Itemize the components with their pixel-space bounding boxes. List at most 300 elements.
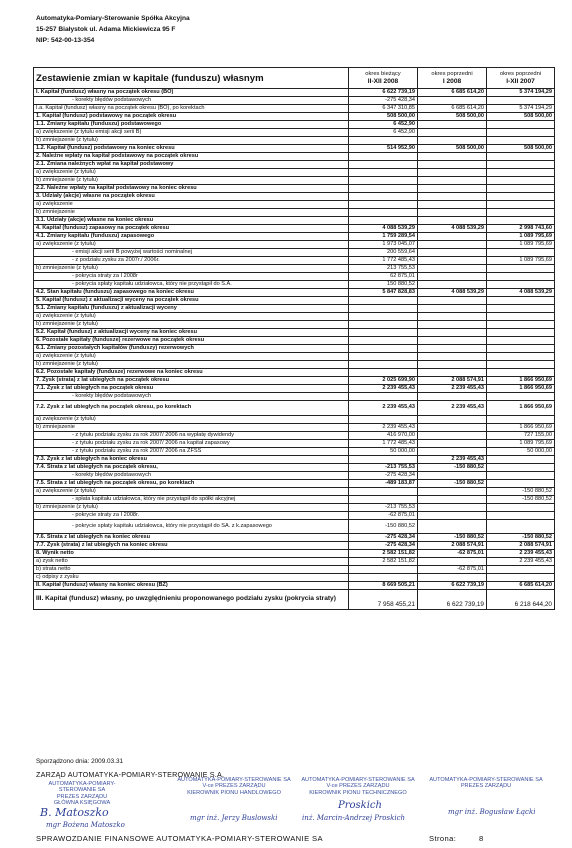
row-label: a) zysk netto [34,558,349,566]
row-value-col1: 50 000,00 [349,447,418,455]
row-value-col1: 6 452,90 [349,121,418,129]
row-value-col3 [487,177,555,185]
row-value-col2 [418,431,487,439]
row-value-col1: 150 880,52 [349,281,418,289]
row-label: - korekty błędów podstawowych [34,97,349,105]
stamp-president-chief-accountant [36,781,128,807]
table-row [34,566,555,574]
company-nip: NIP: 542-00-13-354 [36,37,95,44]
equity-changes-table [33,67,555,610]
row-value-col2 [418,423,487,431]
table-row [34,321,555,329]
row-value-col2: -62 875,01 [418,550,487,558]
row-label: - pokrycia spłaty kapitału udziałowca, który nie przystąpił do S.A. [34,281,349,289]
row-value-col2 [418,281,487,289]
row-value-col1 [349,337,418,345]
row-label: b) zmniejszenie (z tytułu) [34,321,349,329]
row-value-col2: -150 880,52 [418,479,487,487]
stamp-text: AUTOMATYKA-POMIARY-STEROWANIE SA V-ce PREZES ZARZĄDU KIEROWNIK PIONU HANDLOWEGO [177,777,291,796]
table-row [34,447,555,455]
table-row [34,353,555,361]
row-label: - emisji akcji serii B powyżej wartości nominalnej [34,249,349,257]
table-row [34,495,555,503]
company-name: Automatyka-Pomiary-Sterowanie Spółka Akcyjna [36,15,190,22]
row-label: b) zmniejszenie [34,423,349,431]
row-value-col1: 1 973 045,07 [349,241,418,249]
row-label: 7.5. Strata z lat ubiegłych na początek okresu, po korektach [34,479,349,487]
row-value-col3 [487,566,555,574]
row-value-col3: 508 500,00 [487,145,555,153]
table-row [34,89,555,97]
row-value-col1 [349,177,418,185]
column-header-current: okres bieżący II-XII 2008 [349,68,418,89]
signature-name-lacki: mgr inż. Bogusław Łącki [448,808,536,816]
row-value-col2 [418,329,487,337]
row-value-col3 [487,369,555,377]
row-label: a) zwiększenie (z tytułu) [34,169,349,177]
row-value-col1 [349,137,418,145]
table-row [34,281,555,289]
table-row [34,305,555,313]
row-value-col3 [487,185,555,193]
row-value-col3: 1 089 795,69 [487,241,555,249]
row-value-col2: 4 088 539,29 [418,225,487,233]
row-value-col2 [418,241,487,249]
signature-name-proskich: inż. Marcin-Andrzej Proskich [302,814,405,822]
row-value-col3 [487,249,555,257]
row-label: 3.1. Udziały (akcje) własne na koniec okresu [34,217,349,225]
row-value-col3 [487,201,555,209]
table-row [34,273,555,281]
row-value-col2 [418,447,487,455]
row-value-col3: 1 866 950,69 [487,423,555,431]
row-value-col1: -150 880,52 [349,519,418,534]
table-row [34,201,555,209]
table-row [34,297,555,305]
row-label: b) zmniejszenie (z tytułu) [34,137,349,145]
row-value-col3: -150 880,52 [487,487,555,495]
row-label: - z tytułu podziału zysku za rok 2007/ 2006 na wypłatę dywidendy [34,431,349,439]
row-label: - z tytułu podziału zysku za rok 2007/ 2006 na kapitał zapasowy [34,439,349,447]
table-row [34,455,555,463]
row-value-col1: 1 772 485,43 [349,439,418,447]
table-row [34,265,555,273]
column-header-previous-2: okres poprzedni I-XII 2007 [487,68,555,89]
table-row [34,241,555,249]
row-label: 8. Wynik netto [34,550,349,558]
row-label: 7.2. Zysk z lat ubiegłych na początek okresu, po korektach [34,401,349,416]
row-value-col1 [349,209,418,217]
stamp-text: AUTOMATYKA-POMIARY-STEROWANIE SA V-ce PREZES ZARZĄDU KIEROWNIK PIONU TECHNICZNEGO [301,777,415,796]
row-value-col2: 2 239 455,43 [418,455,487,463]
table-row [34,105,555,113]
row-label: a) zwiększenie (z tytułu) [34,241,349,249]
row-label: 3. Udziały (akcje) własne na początek okresu [34,193,349,201]
row-value-col2 [418,97,487,105]
row-value-col1: -275 428,34 [349,471,418,479]
table-row [34,129,555,137]
row-value-col1: 6 347 310,85 [349,105,418,113]
row-value-col3 [487,511,555,519]
row-value-col1 [349,185,418,193]
row-value-col2: 508 500,00 [418,113,487,121]
row-label: I. Kapitał (fundusz) własny na początek okresu (BO) [34,89,349,97]
row-value-col1 [349,321,418,329]
row-value-col3 [487,129,555,137]
row-label: - pokrycie straty za I 2008r. [34,511,349,519]
table-row [34,423,555,431]
row-value-col1: 2 239 455,43 [349,385,418,393]
row-value-col1: 2 239 455,43 [349,423,418,431]
row-value-col2 [418,217,487,225]
table-row [34,550,555,558]
row-value-col2: 6 685 614,20 [418,105,487,113]
row-value-col2 [418,185,487,193]
row-value-col3 [487,479,555,487]
row-value-col3 [487,463,555,471]
table-row [34,415,555,423]
row-value-col3: -150 880,52 [487,534,555,542]
table-row [34,257,555,265]
row-label: b) zmniejszenie (z tytułu) [34,503,349,511]
row-label: 7.6. Strata z lat ubiegłych na koniec okresu [34,534,349,542]
row-label: - pokrycia straty za I 2008r [34,273,349,281]
row-label: II. Kapitał (fundusz) własny na koniec okresu (BZ) [34,582,349,590]
row-label: III. Kapitał (fundusz) własny, po uwzględnieniu proponowanego podziału zysku (pokrycia straty) [34,590,349,610]
row-value-col1 [349,345,418,353]
row-value-col1 [349,297,418,305]
table-body [34,89,555,610]
row-value-col1 [349,393,418,401]
row-value-col2 [418,313,487,321]
row-value-col3 [487,503,555,511]
table-row [34,121,555,129]
row-value-col2 [418,201,487,209]
row-label: 7.7. Zysk (strata) z lat ubiegłych na koniec okresu [34,542,349,550]
row-value-col1: 5 847 828,83 [349,289,418,297]
row-value-col2 [418,415,487,423]
signature-proskich: Proskich [338,800,382,811]
row-value-col3 [487,137,555,145]
table-row [34,463,555,471]
row-value-col2 [418,503,487,511]
row-value-col1: 514 952,90 [349,145,418,153]
signature-matoszko: B. Matoszko [40,806,109,819]
row-value-col3: 1 866 950,69 [487,401,555,416]
row-value-col3 [487,153,555,161]
row-label: 2. Należne wpłaty na kapitał podstawowy na początek okresu [34,153,349,161]
row-value-col1: -275 428,34 [349,534,418,542]
row-value-col1: 2 025 699,90 [349,377,418,385]
row-label: - pokrycie spłaty kapitału udziałowca, który nie przystąpił do SA. z k.zapasowego [34,519,349,534]
row-value-col1 [349,574,418,582]
footer-title: SPRAWOZDANIE FINANSOWE AUTOMATYKA-POMIARY-STEROWANIE SA [36,834,323,843]
row-value-col2 [418,345,487,353]
row-value-col1 [349,153,418,161]
table-row [34,511,555,519]
row-value-col1: 213 755,53 [349,265,418,273]
signature-name-matoszko: mgr Bożena Matoszko [46,821,125,829]
row-value-col2 [418,439,487,447]
row-value-col2 [418,519,487,534]
row-value-col1 [349,169,418,177]
row-value-col3: 5 374 194,29 [487,105,555,113]
table-row [34,137,555,145]
row-value-col3: 4 088 539,29 [487,289,555,297]
row-value-col3 [487,209,555,217]
row-label: b) zmniejszenie (z tytułu) [34,265,349,273]
row-value-col2 [418,337,487,345]
row-value-col1 [349,369,418,377]
row-value-col2: -150 880,52 [418,534,487,542]
row-value-col2 [418,574,487,582]
page-label: Strona: [429,834,457,843]
row-label: a) zwiększenie (z tytułu) [34,313,349,321]
row-label: 1.1. Zmiany kapitału (funduszu) podstawowego [34,121,349,129]
table-row [34,169,555,177]
row-label: - korekty błędów podstawowych [34,393,349,401]
row-label: a) zwiększenie (z tytułu) [34,415,349,423]
row-value-col3: 1 089 795,69 [487,439,555,447]
row-value-col3: 1 089 795,69 [487,257,555,265]
row-value-col1 [349,305,418,313]
stamp-text: AUTOMATYKA-POMIARY-STEROWANIE SA PREZES ZARZĄDU [429,777,543,790]
row-value-col1 [349,329,418,337]
row-value-col2: 4 088 539,29 [418,289,487,297]
table-row [34,479,555,487]
row-value-col3: 6 218 644,20 [487,590,555,610]
table-row [34,361,555,369]
table-row [34,431,555,439]
row-value-col1 [349,353,418,361]
table-row [34,345,555,353]
row-value-col2: 2 088 574,91 [418,377,487,385]
row-value-col1: 6 452,90 [349,129,418,137]
row-label: 5. Kapitał (fundusz) z aktualizacji wyceny na początek okresu [34,297,349,305]
row-value-col2 [418,305,487,313]
row-value-col2 [418,487,487,495]
row-label: 6. Pozostałe kapitały (fundusze) rezerwowe na początek okresu [34,337,349,345]
row-value-col1: 416 970,00 [349,431,418,439]
row-value-col1 [349,361,418,369]
row-value-col2: 2 088 574,91 [418,542,487,550]
row-value-col2 [418,209,487,217]
row-label: I.a. Kapitał (fundusz) własny na początek okresu (BO), po korektach [34,105,349,113]
row-value-col3 [487,329,555,337]
table-row [34,393,555,401]
table-row [34,582,555,590]
row-value-col2 [418,265,487,273]
row-value-col2 [418,161,487,169]
table-row [34,249,555,257]
row-value-col3: 2 239 455,43 [487,550,555,558]
table-row [34,558,555,566]
row-value-col2 [418,511,487,519]
signature-name-buslowski: mgr inż. Jerzy Buslowski [190,814,278,822]
row-value-col3 [487,121,555,129]
row-label: 5.1. Zmiany kapitału (funduszu) z aktualizacji wyceny [34,305,349,313]
row-label: 6.1. Zmiany pozostałych kapitałów (funduszy) rezerwowych [34,345,349,353]
table-row [34,439,555,447]
row-value-col1 [349,201,418,209]
row-label: a) zwiększenie (z tytułu emisji akcji serii B) [34,129,349,137]
row-value-col2: 2 239 455,43 [418,401,487,416]
stamp-vice-president-sales [170,777,298,796]
row-value-col3 [487,169,555,177]
table-row [34,377,555,385]
row-value-col1: -275 428,34 [349,542,418,550]
row-value-col2 [418,297,487,305]
column-header-previous-1: okres poprzedni I 2008 [418,68,487,89]
row-label: b) zmniejszenie (z tytułu) [34,177,349,185]
row-value-col3 [487,97,555,105]
prepared-date: Sporządzono dnia: 2009.03.31 [36,758,124,765]
stamp-president [416,777,556,790]
row-value-col3 [487,519,555,534]
table-row [34,161,555,169]
row-value-col1 [349,313,418,321]
table-row [34,519,555,534]
row-value-col1 [349,566,418,574]
row-value-col2 [418,369,487,377]
row-value-col3 [487,273,555,281]
row-value-col2 [418,257,487,265]
row-value-col3 [487,361,555,369]
row-value-col3 [487,265,555,273]
row-value-col1 [349,161,418,169]
row-value-col1: 8 669 505,21 [349,582,418,590]
board-heading: ZARZĄD AUTOMATYKA-POMIARY-STEROWANIE S.A. [36,770,225,779]
row-label: 4.1. Zmiany kapitału (funduszu) zapasowego [34,233,349,241]
table-row [34,225,555,233]
table-row [34,233,555,241]
row-value-col3 [487,455,555,463]
row-label: 5.2. Kapitał (fundusz) z aktualizacji wyceny na koniec okresu [34,329,349,337]
row-value-col1: 2 582 151,82 [349,558,418,566]
company-address: 15-257 Białystok ul. Adama Mickiewicza 95 F [36,26,176,33]
row-value-col3 [487,193,555,201]
row-value-col2: 6 685 614,20 [418,89,487,97]
row-value-col1: 6 622 739,19 [349,89,418,97]
row-label: 2.2. Należne wpłaty na kapitał podstawowy na koniec okresu [34,185,349,193]
row-value-col2 [418,393,487,401]
row-value-col3 [487,297,555,305]
row-value-col1: 2 582 151,82 [349,550,418,558]
row-label: 6.2. Pozostałe kapitały (fundusze) rezerwowe na koniec okresu [34,369,349,377]
row-value-col3 [487,281,555,289]
row-value-col2 [418,249,487,257]
row-label: b) strata netto [34,566,349,574]
row-value-col2: 2 239 455,43 [418,385,487,393]
table-row [34,193,555,201]
row-value-col1: 200 559,64 [349,249,418,257]
table-row [34,209,555,217]
table-row [34,487,555,495]
row-label: 4.2. Stan kapitału (funduszu) zapasowego na koniec okresu [34,289,349,297]
table-row [34,217,555,225]
row-value-col1: 4 088 539,29 [349,225,418,233]
row-label: a) zwiększenie [34,201,349,209]
row-value-col2 [418,193,487,201]
row-value-col3: -150 880,52 [487,495,555,503]
row-value-col3: 2 998 743,60 [487,225,555,233]
row-value-col1: 2 239 455,43 [349,401,418,416]
row-label: 1. Kapitał (fundusz) podstawowy na początek okresu [34,113,349,121]
table-row [34,97,555,105]
stamp-vice-president-technical [294,777,422,796]
row-value-col2 [418,471,487,479]
row-label: 7. Zysk (strata) z lat ubiegłych na początek okresu [34,377,349,385]
table-row [34,385,555,393]
row-label: 7.1. Zysk z lat ubiegłych na początek okresu [34,385,349,393]
row-value-col3 [487,415,555,423]
row-value-col2 [418,233,487,241]
row-label: 4. Kapitał (fundusz) zapasowy na początek okresu [34,225,349,233]
table-row [34,337,555,345]
row-value-col3: 2 088 574,91 [487,542,555,550]
row-label: - korekty błędów podstawowych [34,471,349,479]
row-value-col3 [487,574,555,582]
row-value-col1 [349,415,418,423]
row-value-col3: 1 089 795,69 [487,233,555,241]
table-row [34,329,555,337]
table-row [34,542,555,550]
row-value-col2: -62 875,01 [418,566,487,574]
table-row [34,369,555,377]
row-value-col1: 62 875,01 [349,273,418,281]
row-value-col3 [487,393,555,401]
table-row [34,313,555,321]
row-value-col1: 1 772 485,43 [349,257,418,265]
table-row [34,471,555,479]
row-value-col2: 508 500,00 [418,145,487,153]
table-row [34,534,555,542]
row-value-col2 [418,558,487,566]
row-label: b) zmniejszenie (z tytułu) [34,361,349,369]
row-value-col3 [487,313,555,321]
row-value-col3: 508 500,00 [487,113,555,121]
row-value-col1 [349,455,418,463]
row-value-col2: -150 880,52 [418,463,487,471]
row-value-col3 [487,305,555,313]
row-value-col2 [418,169,487,177]
row-label: a) zwiększenie (z tytułu) [34,487,349,495]
row-value-col1 [349,217,418,225]
table-row [34,153,555,161]
row-value-col1 [349,487,418,495]
row-value-col1 [349,495,418,503]
table-row [34,590,555,610]
row-label: 1.2. Kapitał (fundusz) podstawowy na koniec okresu [34,145,349,153]
row-label: c) odpisy z zysku [34,574,349,582]
company-header [36,13,190,46]
row-label: - z tytułu podziału zysku za rok 2007/ 2006 na ZFSS [34,447,349,455]
page-number: 8 [479,834,484,843]
row-value-col3: 5 374 194,29 [487,89,555,97]
row-value-col3 [487,345,555,353]
row-value-col1: -213 755,53 [349,503,418,511]
row-label: 7.3. Zysk z lat ubiegłych na koniec okresu [34,455,349,463]
row-value-col3: 1 866 950,69 [487,377,555,385]
row-label: 2.1. Zmiana należnych wpłat na kapitał podstawowy [34,161,349,169]
row-value-col2 [418,153,487,161]
table-title: Zestawienie zmian w kapitale (funduszu) własnym [34,68,349,89]
row-value-col3 [487,161,555,169]
table-row [34,574,555,582]
row-value-col2 [418,121,487,129]
row-value-col3: 1 866 950,69 [487,385,555,393]
row-label: - z podziału zysku za 2007r./ 2006r. [34,257,349,265]
